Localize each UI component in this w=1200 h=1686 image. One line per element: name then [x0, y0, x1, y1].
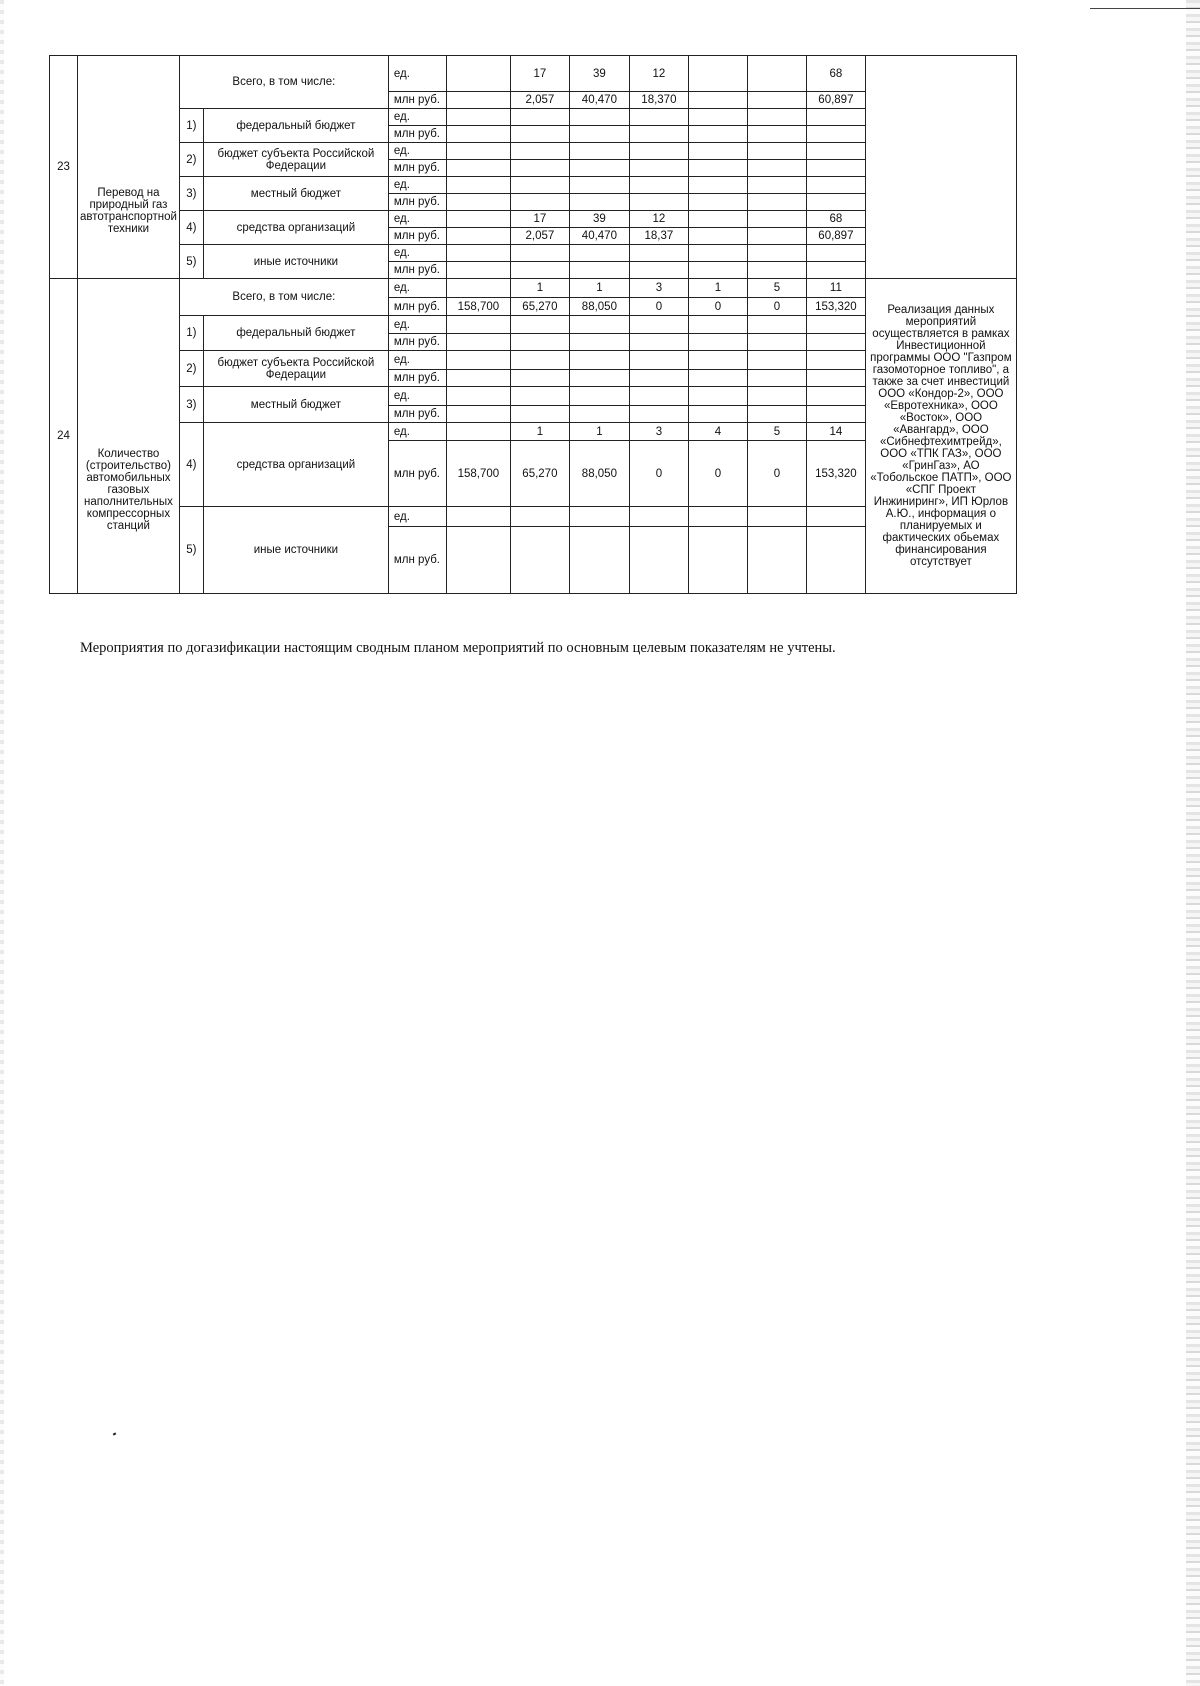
- value-cell: [446, 92, 510, 109]
- unit-cell: млн руб.: [388, 298, 446, 316]
- value-cell: 5: [747, 279, 806, 298]
- row-24-total-label: Всего, в том числе:: [179, 279, 388, 316]
- value-cell: 1: [510, 279, 569, 298]
- unit-cell: млн руб.: [388, 194, 446, 211]
- value-cell: 4: [688, 423, 747, 441]
- value-cell: 2,057: [510, 92, 569, 109]
- value-cell: 153,320: [806, 441, 865, 507]
- unit-cell: ед.: [388, 211, 446, 228]
- source-label-other: иные источники: [203, 507, 388, 594]
- value-cell: [446, 211, 510, 228]
- value-cell: 88,050: [569, 298, 629, 316]
- unit-cell: млн руб.: [388, 126, 446, 143]
- value-cell: 65,270: [510, 298, 569, 316]
- source-index: 2): [179, 351, 203, 387]
- value-cell: 18,370: [629, 92, 688, 109]
- source-label-regional: бюджет субъекта Российской Федерации: [203, 351, 388, 387]
- value-cell: [747, 92, 806, 109]
- value-cell: [446, 423, 510, 441]
- value-cell: 158,700: [446, 298, 510, 316]
- source-label-other: иные источники: [203, 245, 388, 279]
- value-cell: 0: [688, 441, 747, 507]
- value-cell: [688, 56, 747, 92]
- value-cell: 40,470: [569, 92, 629, 109]
- value-cell: 153,320: [806, 298, 865, 316]
- row-24-note: Реализация данных мероприятий осуществляется в рамках Инвестиционной программы ООО "Газпром газомоторное топливо", а также за счет инвестиций ООО «Кондор-2», ООО «Евротехника», ООО «Восток», ООО «Авангард», ООО «Сибнефтехимтрейд», ООО «ТПК ГАЗ», ООО «ГринГаз», АО «Тобольское ПАТП», ООО «СПГ Проект Инжиниринг», ИП Юрлов А.Ю., информация о планируемых и фактических обьемах финансирования отсутствует: [865, 279, 1016, 594]
- value-cell: 158,700: [446, 441, 510, 507]
- value-cell: [688, 211, 747, 228]
- value-cell: 1: [510, 423, 569, 441]
- row-23-total-ed: [50, 56, 1017, 92]
- value-cell: 0: [629, 298, 688, 316]
- value-cell: 14: [806, 423, 865, 441]
- value-cell: 3: [629, 279, 688, 298]
- unit-cell: ед.: [388, 109, 446, 126]
- source-label-local: местный бюджет: [203, 177, 388, 211]
- row-23-note: [865, 56, 1016, 279]
- value-cell: [747, 211, 806, 228]
- value-cell: 1: [569, 279, 629, 298]
- value-cell: 39: [569, 56, 629, 92]
- value-cell: 0: [688, 298, 747, 316]
- unit-cell: ед.: [388, 279, 446, 298]
- value-cell: 1: [569, 423, 629, 441]
- footnote: Мероприятия по догазификации настоящим сводным планом мероприятий по основным целевым показателям не учтены.: [80, 640, 836, 656]
- value-cell: 60,897: [806, 228, 865, 245]
- unit-cell: млн руб.: [388, 160, 446, 177]
- value-cell: 11: [806, 279, 865, 298]
- unit-cell: ед.: [388, 245, 446, 262]
- row-23-number: 23: [50, 56, 78, 279]
- unit-cell: ед.: [388, 177, 446, 194]
- value-cell: [688, 228, 747, 245]
- value-cell: [688, 92, 747, 109]
- source-index: 2): [179, 143, 203, 177]
- source-index: 3): [179, 177, 203, 211]
- value-cell: 40,470: [569, 228, 629, 245]
- value-cell: 12: [629, 211, 688, 228]
- value-cell: [446, 228, 510, 245]
- value-cell: [446, 56, 510, 92]
- unit-cell: ед.: [388, 143, 446, 160]
- value-cell: 2,057: [510, 228, 569, 245]
- row-23-name: Перевод на природный газ автотранспортной техники: [78, 56, 180, 279]
- scan-edge-left: [0, 0, 4, 1686]
- value-cell: 65,270: [510, 441, 569, 507]
- value-cell: 17: [510, 211, 569, 228]
- unit-cell: млн руб.: [388, 406, 446, 423]
- value-cell: 1: [688, 279, 747, 298]
- unit-cell: ед.: [388, 351, 446, 370]
- source-index: 5): [179, 507, 203, 594]
- scan-speck: [113, 1432, 117, 1435]
- value-cell: 0: [747, 441, 806, 507]
- unit-cell: ед.: [388, 423, 446, 441]
- unit-cell: млн руб.: [388, 370, 446, 387]
- unit-cell: млн руб.: [388, 262, 446, 279]
- row-24-name: Количество (строительство) автомобильных газовых наполнительных компрессорных станций: [78, 279, 180, 594]
- summary-plan-table: [49, 55, 1017, 594]
- source-index: 4): [179, 423, 203, 507]
- unit-cell: млн руб.: [388, 334, 446, 351]
- value-cell: 18,37: [629, 228, 688, 245]
- source-label-federal: федеральный бюджет: [203, 109, 388, 143]
- scan-edge-right: [1186, 0, 1200, 1686]
- value-cell: 39: [569, 211, 629, 228]
- source-index: 1): [179, 316, 203, 351]
- unit-cell: ед.: [388, 387, 446, 406]
- source-label-organizations: средства организаций: [203, 423, 388, 507]
- value-cell: 0: [747, 298, 806, 316]
- source-label-local: местный бюджет: [203, 387, 388, 423]
- source-index: 3): [179, 387, 203, 423]
- row-23-total-label: Всего, в том числе:: [179, 56, 388, 109]
- value-cell: 17: [510, 56, 569, 92]
- value-cell: 3: [629, 423, 688, 441]
- value-cell: 12: [629, 56, 688, 92]
- source-index: 5): [179, 245, 203, 279]
- unit-cell: ед.: [388, 56, 446, 92]
- unit-cell: млн руб.: [388, 527, 446, 594]
- source-label-organizations: средства организаций: [203, 211, 388, 245]
- row-24-number: 24: [50, 279, 78, 594]
- value-cell: 0: [629, 441, 688, 507]
- source-index: 4): [179, 211, 203, 245]
- source-label-federal: федеральный бюджет: [203, 316, 388, 351]
- value-cell: 5: [747, 423, 806, 441]
- scan-top-line: [1090, 8, 1200, 9]
- value-cell: 68: [806, 56, 865, 92]
- value-cell: [446, 279, 510, 298]
- value-cell: 60,897: [806, 92, 865, 109]
- unit-cell: млн руб.: [388, 92, 446, 109]
- unit-cell: млн руб.: [388, 228, 446, 245]
- value-cell: 68: [806, 211, 865, 228]
- row-24-total-ed: [50, 279, 1017, 298]
- unit-cell: ед.: [388, 316, 446, 334]
- source-label-regional: бюджет субъекта Российской Федерации: [203, 143, 388, 177]
- unit-cell: ед.: [388, 507, 446, 527]
- value-cell: [747, 228, 806, 245]
- value-cell: [747, 56, 806, 92]
- value-cell: 88,050: [569, 441, 629, 507]
- unit-cell: млн руб.: [388, 441, 446, 507]
- source-index: 1): [179, 109, 203, 143]
